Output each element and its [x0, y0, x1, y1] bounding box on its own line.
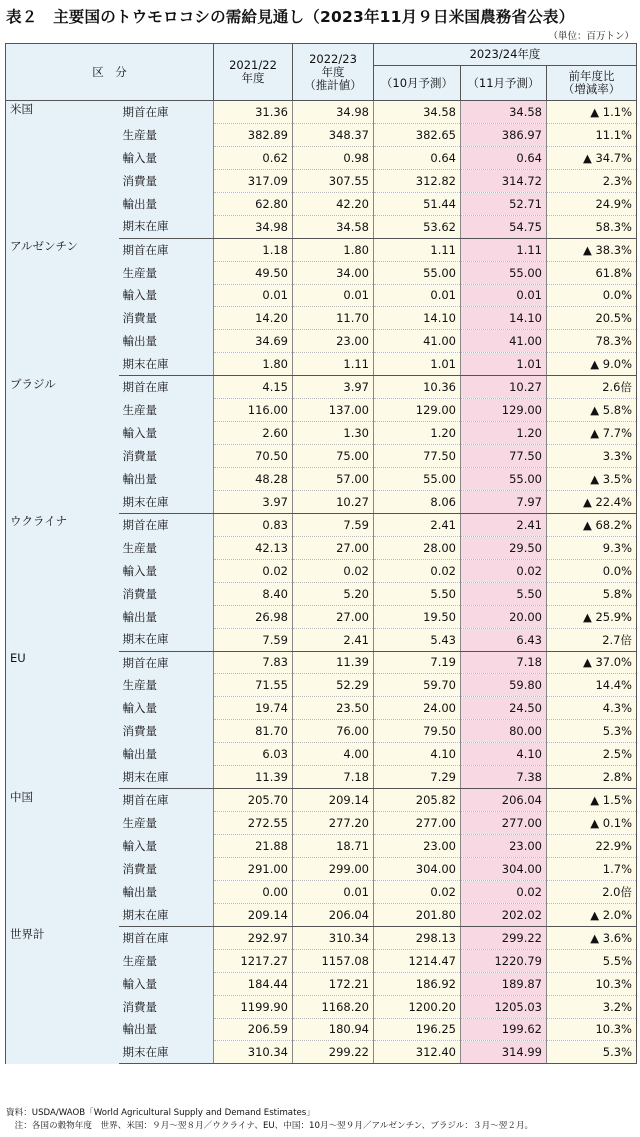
change-cell: ▲ 68.2%	[547, 513, 637, 536]
value-cell: 317.09	[214, 169, 293, 192]
value-cell: 1.11	[374, 238, 461, 261]
item-label: 輸入量	[119, 559, 214, 582]
item-label: 輸出量	[119, 880, 214, 903]
value-cell: 34.58	[461, 101, 547, 124]
item-label: 期首在庫	[119, 789, 214, 812]
change-cell: ▲ 38.3%	[547, 238, 637, 261]
value-cell: 55.00	[461, 261, 547, 284]
value-cell: 272.55	[214, 812, 293, 835]
country-label: 米国	[6, 101, 119, 239]
value-cell: 1.20	[461, 422, 547, 445]
table-row	[6, 789, 637, 812]
item-label: 消費量	[119, 445, 214, 468]
change-cell: ▲ 3.6%	[547, 926, 637, 949]
value-cell: 0.02	[461, 880, 547, 903]
value-cell: 41.00	[461, 330, 547, 353]
value-cell: 23.00	[293, 330, 374, 353]
change-cell: ▲ 34.7%	[547, 146, 637, 169]
value-cell: 292.97	[214, 926, 293, 949]
item-label: 消費量	[119, 857, 214, 880]
change-cell: 10.3%	[547, 972, 637, 995]
value-cell: 79.50	[374, 720, 461, 743]
change-cell: 0.0%	[547, 559, 637, 582]
item-label: 生産量	[119, 536, 214, 559]
value-cell: 4.10	[374, 743, 461, 766]
country-label: 中国	[6, 789, 119, 927]
value-cell: 80.00	[461, 720, 547, 743]
value-cell: 26.98	[214, 605, 293, 628]
value-cell: 5.20	[293, 582, 374, 605]
value-cell: 54.75	[461, 215, 547, 238]
value-cell: 202.02	[461, 903, 547, 926]
value-cell: 304.00	[461, 857, 547, 880]
value-cell: 27.00	[293, 536, 374, 559]
value-cell: 7.97	[461, 490, 547, 513]
change-cell: 9.3%	[547, 536, 637, 559]
country-label: EU	[6, 651, 119, 789]
value-cell: 0.01	[461, 284, 547, 307]
value-cell: 6.43	[461, 628, 547, 651]
value-cell: 8.06	[374, 490, 461, 513]
value-cell: 209.14	[293, 789, 374, 812]
value-cell: 19.50	[374, 605, 461, 628]
value-cell: 48.28	[214, 468, 293, 491]
change-cell: 58.3%	[547, 215, 637, 238]
header-october-forecast: （10月予測）	[374, 66, 461, 101]
value-cell: 312.82	[374, 169, 461, 192]
item-label: 消費量	[119, 307, 214, 330]
value-cell: 51.44	[374, 192, 461, 215]
item-label: 期末在庫	[119, 490, 214, 513]
table-body	[6, 101, 637, 1064]
value-cell: 1.30	[293, 422, 374, 445]
item-label: 期首在庫	[119, 926, 214, 949]
value-cell: 27.00	[293, 605, 374, 628]
header-category: 区 分	[6, 44, 214, 101]
value-cell: 23.00	[374, 835, 461, 858]
value-cell: 0.02	[214, 559, 293, 582]
value-cell: 10.36	[374, 376, 461, 399]
change-cell: ▲ 37.0%	[547, 651, 637, 674]
value-cell: 1157.08	[293, 949, 374, 972]
value-cell: 6.03	[214, 743, 293, 766]
change-cell: 5.8%	[547, 582, 637, 605]
value-cell: 1.11	[293, 353, 374, 376]
value-cell: 205.70	[214, 789, 293, 812]
item-label: 輸入量	[119, 697, 214, 720]
value-cell: 34.98	[214, 215, 293, 238]
value-cell: 180.94	[293, 1018, 374, 1041]
item-label: 期末在庫	[119, 215, 214, 238]
value-cell: 52.71	[461, 192, 547, 215]
change-cell: 1.7%	[547, 857, 637, 880]
item-label: 期末在庫	[119, 1041, 214, 1064]
value-cell: 11.39	[214, 766, 293, 789]
change-cell: ▲ 25.9%	[547, 605, 637, 628]
source-note: 資料：USDA/WAOB「World Agricultural Supply and Demand Estimates」	[6, 1108, 315, 1118]
value-cell: 0.64	[374, 146, 461, 169]
value-cell: 7.29	[374, 766, 461, 789]
value-cell: 0.98	[293, 146, 374, 169]
item-label: 生産量	[119, 123, 214, 146]
change-cell: 2.5%	[547, 743, 637, 766]
change-cell: ▲ 5.8%	[547, 399, 637, 422]
change-cell: 2.7倍	[547, 628, 637, 651]
value-cell: 55.00	[461, 468, 547, 491]
value-cell: 1217.27	[214, 949, 293, 972]
value-cell: 206.04	[461, 789, 547, 812]
value-cell: 77.50	[374, 445, 461, 468]
value-cell: 21.88	[214, 835, 293, 858]
value-cell: 0.64	[461, 146, 547, 169]
item-label: 輸出量	[119, 605, 214, 628]
value-cell: 205.82	[374, 789, 461, 812]
value-cell: 196.25	[374, 1018, 461, 1041]
change-cell: ▲ 22.4%	[547, 490, 637, 513]
item-label: 輸入量	[119, 284, 214, 307]
item-label: 消費量	[119, 582, 214, 605]
supply-demand-table	[5, 43, 637, 1064]
value-cell: 3.97	[293, 376, 374, 399]
change-cell: ▲ 0.1%	[547, 812, 637, 835]
value-cell: 76.00	[293, 720, 374, 743]
item-label: 輸出量	[119, 192, 214, 215]
item-label: 期末在庫	[119, 766, 214, 789]
value-cell: 1.80	[293, 238, 374, 261]
country-label: アルゼンチン	[6, 238, 119, 376]
change-cell: ▲ 9.0%	[547, 353, 637, 376]
value-cell: 4.00	[293, 743, 374, 766]
value-cell: 206.04	[293, 903, 374, 926]
change-cell: 5.3%	[547, 720, 637, 743]
value-cell: 0.83	[214, 513, 293, 536]
value-cell: 7.38	[461, 766, 547, 789]
value-cell: 4.10	[461, 743, 547, 766]
value-cell: 7.18	[461, 651, 547, 674]
value-cell: 23.00	[461, 835, 547, 858]
value-cell: 1.01	[461, 353, 547, 376]
table-row	[6, 238, 637, 261]
value-cell: 0.01	[374, 284, 461, 307]
change-cell: 20.5%	[547, 307, 637, 330]
value-cell: 129.00	[374, 399, 461, 422]
unit-label: （単位：百万トン）	[548, 31, 634, 42]
change-cell: ▲ 7.7%	[547, 422, 637, 445]
value-cell: 11.39	[293, 651, 374, 674]
value-cell: 10.27	[461, 376, 547, 399]
value-cell: 0.01	[293, 284, 374, 307]
item-label: 輸出量	[119, 1018, 214, 1041]
value-cell: 1168.20	[293, 995, 374, 1018]
value-cell: 312.40	[374, 1041, 461, 1064]
value-cell: 2.60	[214, 422, 293, 445]
item-label: 期首在庫	[119, 101, 214, 124]
value-cell: 304.00	[374, 857, 461, 880]
value-cell: 2.41	[293, 628, 374, 651]
header-2022-23: 2022/23 年度 （推計値）	[293, 44, 374, 101]
change-cell: 2.0倍	[547, 880, 637, 903]
item-label: 輸出量	[119, 468, 214, 491]
value-cell: 34.69	[214, 330, 293, 353]
value-cell: 5.50	[374, 582, 461, 605]
item-label: 期末在庫	[119, 628, 214, 651]
change-cell: 11.1%	[547, 123, 637, 146]
value-cell: 55.00	[374, 468, 461, 491]
value-cell: 348.37	[293, 123, 374, 146]
value-cell: 0.02	[293, 559, 374, 582]
value-cell: 314.72	[461, 169, 547, 192]
item-label: 輸出量	[119, 743, 214, 766]
value-cell: 1.18	[214, 238, 293, 261]
item-label: 生産量	[119, 674, 214, 697]
value-cell: 310.34	[214, 1041, 293, 1064]
value-cell: 7.18	[293, 766, 374, 789]
value-cell: 11.70	[293, 307, 374, 330]
item-label: 期首在庫	[119, 238, 214, 261]
value-cell: 24.00	[374, 697, 461, 720]
notes	[6, 1107, 533, 1133]
value-cell: 77.50	[461, 445, 547, 468]
item-label: 輸入量	[119, 146, 214, 169]
header-yoy-change: 前年度比 （増減率）	[547, 66, 637, 101]
value-cell: 1.11	[461, 238, 547, 261]
value-cell: 53.62	[374, 215, 461, 238]
value-cell: 1.20	[374, 422, 461, 445]
change-cell: 14.4%	[547, 674, 637, 697]
change-cell: 2.6倍	[547, 376, 637, 399]
value-cell: 3.97	[214, 490, 293, 513]
header-2023-24: 2023/24年度	[374, 44, 637, 66]
value-cell: 2.41	[461, 513, 547, 536]
item-label: 消費量	[119, 169, 214, 192]
change-cell: 4.3%	[547, 697, 637, 720]
value-cell: 0.01	[293, 880, 374, 903]
change-cell: 24.9%	[547, 192, 637, 215]
value-cell: 8.40	[214, 582, 293, 605]
item-label: 期首在庫	[119, 651, 214, 674]
value-cell: 0.02	[374, 559, 461, 582]
item-label: 生産量	[119, 399, 214, 422]
item-label: 輸入量	[119, 835, 214, 858]
change-cell: 5.5%	[547, 949, 637, 972]
value-cell: 1220.79	[461, 949, 547, 972]
change-cell: 5.3%	[547, 1041, 637, 1064]
value-cell: 137.00	[293, 399, 374, 422]
value-cell: 310.34	[293, 926, 374, 949]
value-cell: 71.55	[214, 674, 293, 697]
value-cell: 7.19	[374, 651, 461, 674]
value-cell: 1.80	[214, 353, 293, 376]
change-cell: 2.3%	[547, 169, 637, 192]
value-cell: 277.00	[374, 812, 461, 835]
value-cell: 20.00	[461, 605, 547, 628]
value-cell: 29.50	[461, 536, 547, 559]
value-cell: 28.00	[374, 536, 461, 559]
value-cell: 62.80	[214, 192, 293, 215]
value-cell: 14.20	[214, 307, 293, 330]
value-cell: 18.71	[293, 835, 374, 858]
value-cell: 184.44	[214, 972, 293, 995]
item-label: 輸出量	[119, 330, 214, 353]
value-cell: 129.00	[461, 399, 547, 422]
value-cell: 291.00	[214, 857, 293, 880]
header-november-forecast: （11月予測）	[461, 66, 547, 101]
value-cell: 1.01	[374, 353, 461, 376]
value-cell: 5.50	[461, 582, 547, 605]
value-cell: 34.58	[374, 101, 461, 124]
value-cell: 7.59	[293, 513, 374, 536]
value-cell: 57.00	[293, 468, 374, 491]
item-label: 消費量	[119, 995, 214, 1018]
change-cell: 2.8%	[547, 766, 637, 789]
item-label: 生産量	[119, 261, 214, 284]
value-cell: 59.80	[461, 674, 547, 697]
item-label: 輸入量	[119, 422, 214, 445]
value-cell: 201.80	[374, 903, 461, 926]
value-cell: 199.62	[461, 1018, 547, 1041]
value-cell: 2.41	[374, 513, 461, 536]
value-cell: 0.02	[461, 559, 547, 582]
value-cell: 7.59	[214, 628, 293, 651]
country-label: 世界計	[6, 926, 119, 1064]
value-cell: 52.29	[293, 674, 374, 697]
value-cell: 70.50	[214, 445, 293, 468]
value-cell: 299.00	[293, 857, 374, 880]
value-cell: 186.92	[374, 972, 461, 995]
change-cell: 10.3%	[547, 1018, 637, 1041]
table-title: 表２ 主要国のトウモロコシの需給見通し（2023年11月９日米国農務省公表）	[6, 8, 575, 26]
value-cell: 1214.47	[374, 949, 461, 972]
value-cell: 34.98	[293, 101, 374, 124]
value-cell: 34.58	[293, 215, 374, 238]
value-cell: 277.00	[461, 812, 547, 835]
change-cell: ▲ 1.5%	[547, 789, 637, 812]
change-cell: 78.3%	[547, 330, 637, 353]
value-cell: 299.22	[293, 1041, 374, 1064]
value-cell: 10.27	[293, 490, 374, 513]
value-cell: 172.21	[293, 972, 374, 995]
value-cell: 24.50	[461, 697, 547, 720]
item-label: 消費量	[119, 720, 214, 743]
value-cell: 299.22	[461, 926, 547, 949]
change-cell: 3.3%	[547, 445, 637, 468]
value-cell: 81.70	[214, 720, 293, 743]
value-cell: 23.50	[293, 697, 374, 720]
value-cell: 386.97	[461, 123, 547, 146]
change-cell: ▲ 3.5%	[547, 468, 637, 491]
value-cell: 4.15	[214, 376, 293, 399]
value-cell: 75.00	[293, 445, 374, 468]
value-cell: 42.13	[214, 536, 293, 559]
value-cell: 0.01	[214, 284, 293, 307]
table-row	[6, 513, 637, 536]
value-cell: 34.00	[293, 261, 374, 284]
value-cell: 0.02	[374, 880, 461, 903]
value-cell: 382.65	[374, 123, 461, 146]
item-label: 生産量	[119, 812, 214, 835]
change-cell: ▲ 2.0%	[547, 903, 637, 926]
table-row	[6, 376, 637, 399]
value-cell: 59.70	[374, 674, 461, 697]
value-cell: 55.00	[374, 261, 461, 284]
item-label: 生産量	[119, 949, 214, 972]
value-cell: 298.13	[374, 926, 461, 949]
value-cell: 277.20	[293, 812, 374, 835]
item-label: 期末在庫	[119, 353, 214, 376]
country-label: ウクライナ	[6, 513, 119, 651]
item-label: 期首在庫	[119, 376, 214, 399]
change-cell: 3.2%	[547, 995, 637, 1018]
value-cell: 19.74	[214, 697, 293, 720]
value-cell: 189.87	[461, 972, 547, 995]
value-cell: 314.99	[461, 1041, 547, 1064]
table-row	[6, 926, 637, 949]
value-cell: 14.10	[461, 307, 547, 330]
table-row	[6, 101, 637, 124]
value-cell: 42.20	[293, 192, 374, 215]
crop-year-note: 注：各国の穀物年度 世界、米国：９月〜翌８月／ウクライナ、EU、中国：10月〜翌９月／アルゼンチン、ブラジル：３月〜翌２月。	[6, 1121, 534, 1131]
header-2021-22: 2021/22 年度	[214, 44, 293, 101]
country-label: ブラジル	[6, 376, 119, 514]
value-cell: 31.36	[214, 101, 293, 124]
item-label: 輸入量	[119, 972, 214, 995]
value-cell: 307.55	[293, 169, 374, 192]
item-label: 期首在庫	[119, 513, 214, 536]
value-cell: 209.14	[214, 903, 293, 926]
value-cell: 0.00	[214, 880, 293, 903]
value-cell: 5.43	[374, 628, 461, 651]
table-row	[6, 651, 637, 674]
change-cell: 22.9%	[547, 835, 637, 858]
value-cell: 1199.90	[214, 995, 293, 1018]
change-cell: 61.8%	[547, 261, 637, 284]
value-cell: 14.10	[374, 307, 461, 330]
value-cell: 206.59	[214, 1018, 293, 1041]
value-cell: 0.62	[214, 146, 293, 169]
value-cell: 116.00	[214, 399, 293, 422]
value-cell: 1200.20	[374, 995, 461, 1018]
item-label: 期末在庫	[119, 903, 214, 926]
value-cell: 382.89	[214, 123, 293, 146]
value-cell: 1205.03	[461, 995, 547, 1018]
value-cell: 7.83	[214, 651, 293, 674]
value-cell: 41.00	[374, 330, 461, 353]
change-cell: ▲ 1.1%	[547, 101, 637, 124]
value-cell: 49.50	[214, 261, 293, 284]
change-cell: 0.0%	[547, 284, 637, 307]
